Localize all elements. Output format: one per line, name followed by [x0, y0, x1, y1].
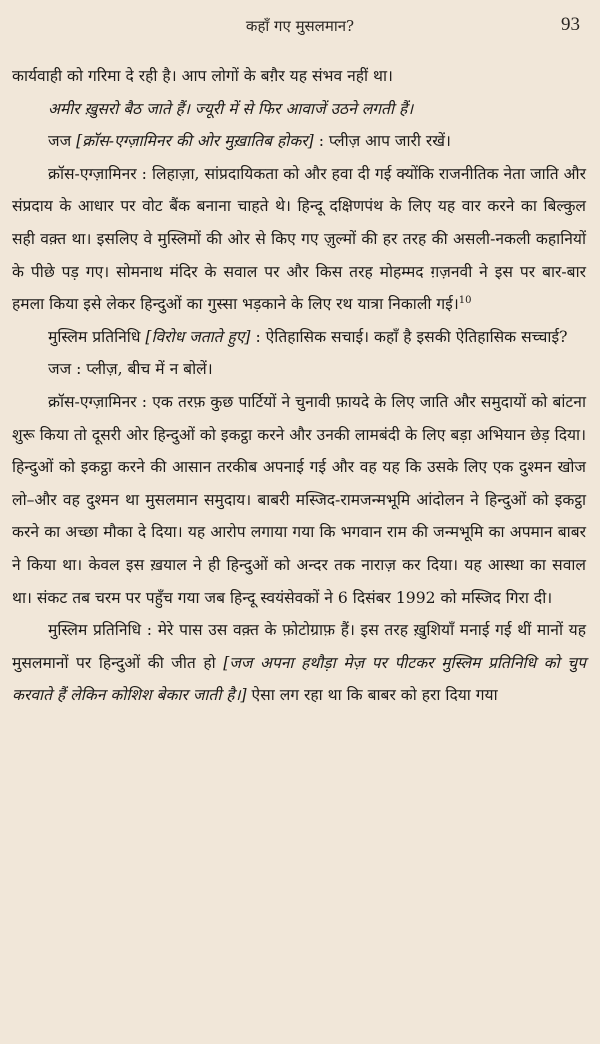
cross-examiner-paragraph-1 [12, 158, 586, 321]
speaker-judge: जज [48, 132, 72, 151]
judge-direction: [क्रॉस-एग्ज़ामिनर की ओर मुख़ातिब होकर] [76, 132, 314, 151]
stage-direction [12, 93, 586, 126]
muslim-representative-line [12, 321, 586, 354]
judge-interrupt-line [12, 353, 586, 386]
page-body [12, 60, 586, 712]
paragraph-1 [12, 60, 586, 93]
judge-interrupt-text: जज : प्लीज़, बीच में न बोलें। [48, 360, 213, 379]
judge-line [12, 125, 586, 158]
page-number: 93 [561, 14, 580, 35]
muslim-representative-direction: [विरोध जताते हुए] [145, 327, 251, 346]
paragraph-text: कार्यवाही को गरिमा दे रही है। आप लोगों के बग़ैर यह संभव नहीं था। [12, 67, 393, 85]
muslim-representative-lead: मुस्लिम प्रतिनिधि : मेरे पास उस वक़्त के फ़ोटोग्राफ़ हैं। इस तरह ख़ुशियाँ मनाई गई थीं मानों यह मुसलमानों पर हिन्दुओं की जीत हो [12, 621, 586, 672]
muslim-representative-speech: : ऐतिहासिक सचाई। कहाँ है इसकी ऐतिहासिक सच्चाई? [250, 327, 568, 346]
page-header [0, 14, 600, 44]
stage-direction-text: अमीर ख़ुसरो बैठ जाते हैं। ज्यूरी में से फिर आवाजें उठने लगती हैं। [48, 99, 414, 118]
judge-speech: : प्लीज़ आप जारी रखें। [313, 132, 451, 151]
footnote-marker: 10 [458, 294, 472, 306]
cross-examiner-text: क्रॉस-एग्ज़ामिनर : लिहाज़ा, सांप्रदायिकता को और हवा दी गई क्योंकि राजनीतिक नेता जाति और संप्रदाय के आधार पर वोट बैंक बनाना चाहते थे। हिन्दू दक्षिणपंथ के लिए यह वार करने का बिल्कुल सही वक़्त था। इसलिए वे मुस्लिमों की ओर से किए गए ज़ुल्मों की हर तरह की असली-नकली कहानियों के पीछे पड़ गए। सोमनाथ मंदिर के सवाल पर और किस तरह मोहम्मद ग़ज़नवी ने इस पर बार-बार हमला किया इसे लेकर हिन्दुओं का गुस्सा भड़काने के लिए रथ यात्रा निकाली गई। [12, 164, 586, 314]
running-title: कहाँ गए मुसलमान? [245, 17, 355, 35]
muslim-representative-tail: ऐसा लग रहा था कि बाबर को हरा दिया गया [246, 686, 498, 705]
cross-examiner-paragraph-2 [12, 386, 586, 614]
speaker-muslim-representative: मुस्लिम प्रतिनिधि [48, 327, 141, 346]
muslim-representative-paragraph [12, 614, 586, 712]
cross-examiner-text-2: क्रॉस-एग्ज़ामिनर : एक तरफ़ कुछ पार्टियों ने चुनावी फ़ायदे के लिए जाति और समुदायों को बांटना शुरू किया तो दूसरी ओर हिन्दुओं को इकट्ठा करने और उनकी लामबंदी के लिए बड़ा अभियान छेड़ दिया। हिन्दुओं को इकट्ठा करने की आसान तरकीब अपनाई गई और वह यह कि उसके लिए एक दुश्मन खोज लो–और वह दुश्मन था मुसलमान समुदाय। बाबरी मस्जिद-रामजन्मभूमि आंदोलन ने हिन्दुओं को इकट्ठा करने का अच्छा मौका दे दिया। यह आरोप लगाया गया कि भगवान राम की जन्मभूमि का अपमान बाबर ने किया था। केवल इस ख़याल ने ही हिन्दुओं को अन्दर तक नाराज़ कर दिया। यह आस्था का सवाल था। संकट तब चरम पर पहुँच गया जब हिन्दू स्वयंसेवकों ने 6 दिसंबर 1992 को मस्जिद गिरा दी। [12, 392, 586, 607]
judge-gavel-direction: [जज अपना हथौड़ा मेज़ पर पीटकर मुस्लिम प्रतिनिधि को चुप करवाते हैं लेकिन कोशिश बेकार जाती है।] [12, 653, 586, 705]
